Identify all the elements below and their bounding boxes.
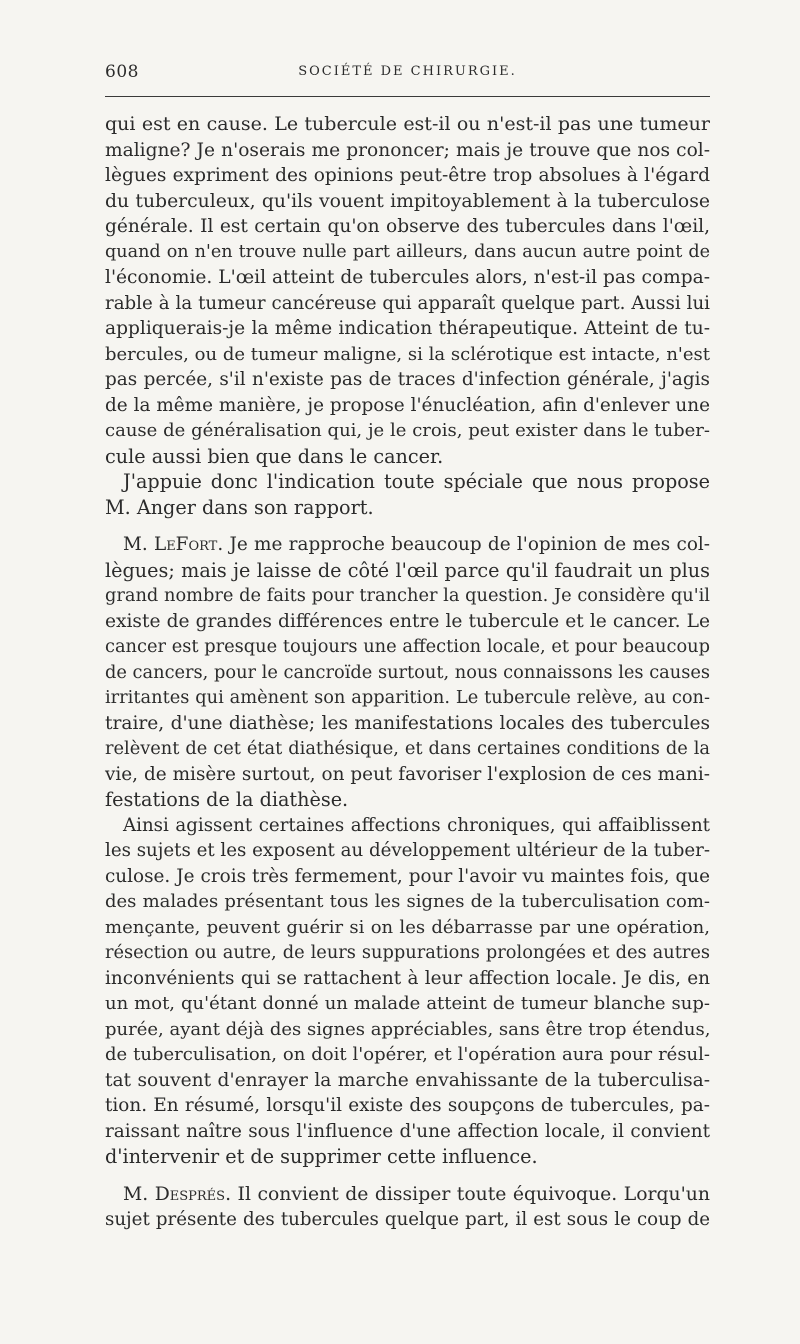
- text-line: culose. Je crois très fermement, pour l'avoir vu maintes fois, que: [105, 865, 710, 887]
- text-line: relèvent de cet état diathésique, et dans certaines conditions de la: [105, 738, 710, 759]
- text-line: cancer est presque toujours une affection locale, et pour beaucoup: [105, 636, 710, 657]
- text-line: traire, d'une diathèse; les manifestations locales des tubercules: [105, 712, 710, 734]
- page-number: 608: [105, 62, 139, 82]
- text-line: J'appuie donc l'indication toute spéciale que nous propose: [123, 470, 710, 493]
- text-line: de cancers, pour le cancroïde surtout, nous connaissons les causes: [105, 661, 710, 683]
- text-line: vie, de misère surtout, on peut favoriser l'explosion de ces mani-: [105, 763, 710, 785]
- paragraph-gap: [105, 520, 710, 532]
- text-line: cause de généralisation qui, je le crois, peut exister dans le tuber-: [105, 420, 710, 441]
- text-line: les sujets et les exposent au développement ultérieur de la tuber-: [105, 840, 711, 861]
- text-line: festations de la diathèse.: [105, 788, 349, 811]
- speaker-name: M. LeFort.: [123, 534, 224, 555]
- text-line-content: Je me rapproche beaucoup de l'opinion de mes col-: [229, 534, 710, 555]
- text-line: irritantes qui amènent son apparition. Le tubercule relève, au con-: [105, 687, 710, 708]
- text-line: de la même manière, je propose l'énucléation, afin d'enlever une: [105, 394, 710, 416]
- text-line: des malades présentant tous les signes de la tuberculisation com-: [105, 891, 710, 912]
- text-line: grand nombre de faits pour trancher la question. Je considère qu'il: [105, 585, 710, 606]
- text-line: résection ou autre, de leurs suppurations prolongées et des autres: [105, 942, 710, 963]
- text-line: pas percée, s'il n'existe pas de traces d'infection générale, j'agis: [105, 369, 710, 390]
- text-line-content: Il convient de dissiper toute équivoque. Lorqu'un: [237, 1183, 710, 1205]
- text-line: rable à la tumeur cancéreuse qui apparaît quelque part. Aussi lui: [105, 292, 710, 314]
- text-line: [105, 532, 710, 558]
- text-line: M. Anger dans son rapport.: [105, 495, 374, 519]
- text-line: quand on n'en trouve nulle part ailleurs, dans aucun autre point de: [105, 241, 710, 262]
- text-line: maligne? Je n'oserais me prononcer; mais je trouve que nos col-: [105, 139, 710, 161]
- journal-title: SOCIÉTÉ DE CHIRURGIE.: [298, 64, 517, 79]
- text-line: lègues expriment des opinions peut-être trop absolues à l'égard: [105, 165, 710, 186]
- text-line: raissant naître sous l'influence d'une affection locale, il convient: [105, 1120, 710, 1142]
- text-line: purée, ayant déjà des signes appréciables, sans être trop étendus,: [105, 1018, 711, 1040]
- text-line: du tuberculeux, qu'ils vouent impitoyablement à la tuberculose: [105, 190, 710, 212]
- header-rule: [105, 96, 710, 97]
- text-line: lègues; mais je laisse de côté l'œil parce qu'il faudrait un plus: [105, 558, 710, 582]
- text-line: de tuberculisation, on doit l'opérer, et l'opération aura pour résul-: [105, 1044, 710, 1065]
- text-line: d'intervenir et de supprimer cette influence.: [105, 1145, 538, 1168]
- text-line: existe de grandes différences entre le tubercule et le cancer. Le: [105, 610, 710, 632]
- text-line: mençante, peuvent guérir si on les débarrasse par une opération,: [105, 916, 710, 938]
- text-line: Ainsi agissent certaines affections chroniques, qui affaiblissent: [123, 814, 710, 836]
- body-text: [105, 112, 710, 1233]
- running-header: [105, 62, 710, 86]
- text-line: appliquerais-je la même indication thérapeutique. Atteint de tu-: [105, 318, 710, 339]
- text-line: sujet présente des tubercules quelque part, il est sous le coup de: [105, 1209, 710, 1230]
- text-line: tion. En résumé, lorsqu'il existe des soupçons de tubercules, pa-: [105, 1095, 710, 1116]
- text-line: [105, 1182, 710, 1208]
- text-line: cule aussi bien que dans le cancer.: [105, 444, 444, 468]
- paragraph-gap: [105, 1170, 710, 1182]
- text-line: un mot, qu'étant donné un malade atteint de tumeur blanche sup-: [105, 993, 710, 1014]
- text-line: générale. Il est certain qu'on observe des tubercules dans l'œil,: [105, 216, 710, 237]
- speaker-name: M. Després.: [123, 1183, 232, 1205]
- text-line: bercules, ou de tumeur maligne, si la sclérotique est intacte, n'est: [105, 343, 710, 365]
- text-line: l'économie. L'œil atteint de tubercules alors, n'est-il pas compa-: [105, 267, 710, 288]
- text-line: qui est en cause. Le tubercule est-il ou n'est-il pas une tumeur: [105, 113, 710, 135]
- text-line: inconvénients qui se rattachent à leur affection locale. Je dis, en: [105, 967, 710, 989]
- text-line: tat souvent d'enrayer la marche envahissante de la tuberculisa-: [105, 1069, 710, 1091]
